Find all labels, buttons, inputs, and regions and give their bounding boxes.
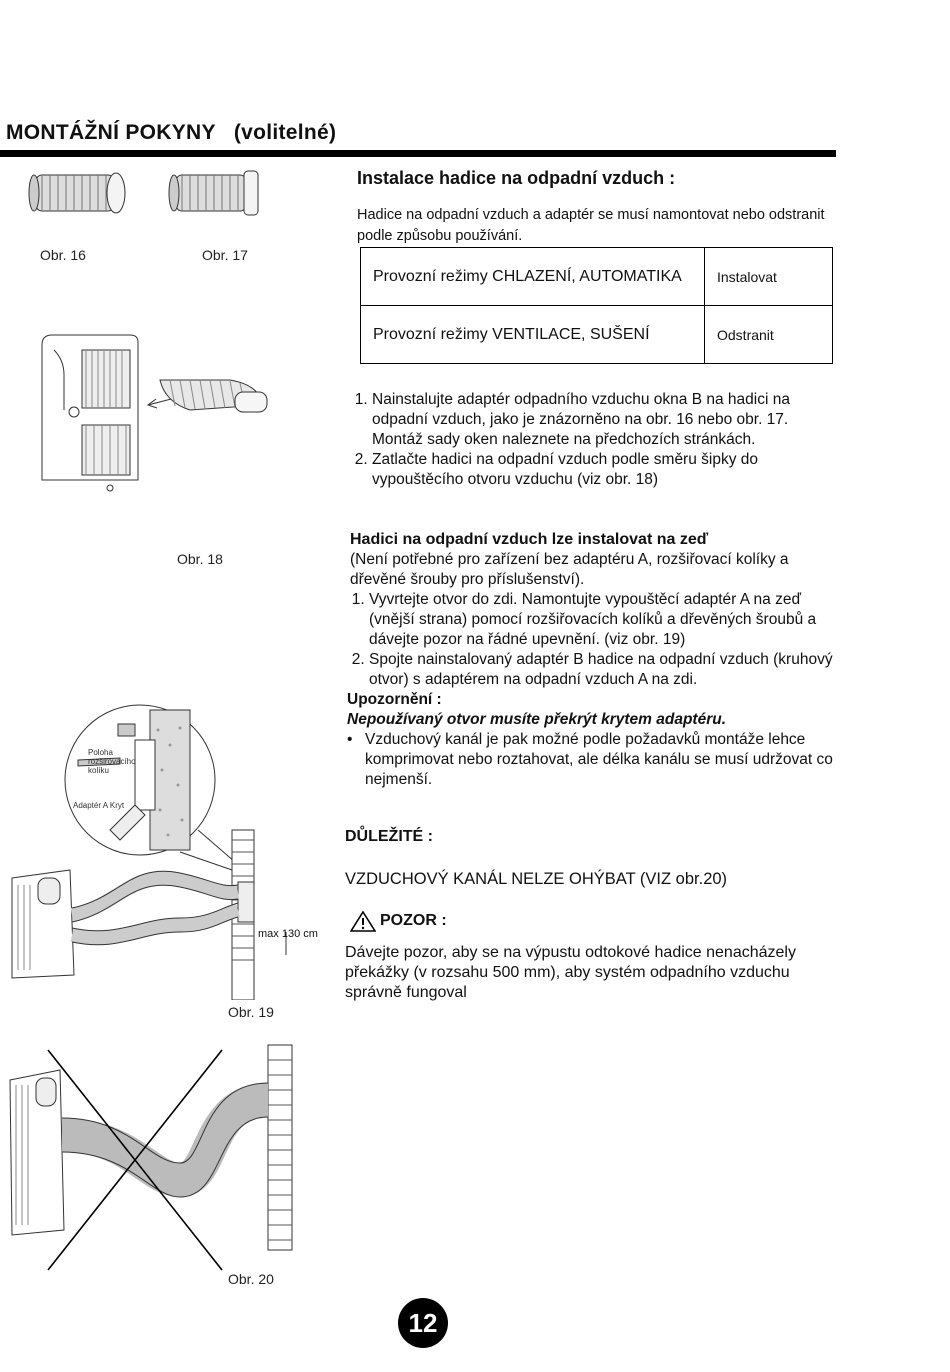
install-steps	[350, 390, 830, 490]
wall-install-section	[347, 530, 837, 790]
label-dowel-position: Poloha rozšiřovacího kolíku	[88, 748, 136, 775]
table-cell-mode: Provozní režimy VENTILACE, SUŠENÍ	[361, 306, 705, 364]
step-item: 2. Zatlačte hadici na odpadní vzduch podle směru šipky do vypouštěcího otvoru vzduchu (viz obr. 18)	[372, 450, 830, 490]
bullet-icon: •	[347, 731, 353, 748]
figure-caption-19: Obr. 19	[228, 1004, 274, 1020]
hose-illustration-16	[29, 173, 125, 213]
warning-triangle-icon	[350, 910, 376, 932]
wall-install-note: (Není potřebné pro zařízení bez adaptéru A, rozšiřovací kolíky a dřevěné šrouby pro příslušenství).	[350, 551, 789, 588]
hose-illustration-20	[62, 1083, 268, 1197]
list-item	[347, 730, 837, 790]
caution-text: Dávejte pozor, aby se na výpustu odtokové hadice nenacházely překážky (v rozsahu 500 mm), aby systém odpadního vzduchu správně fungoval	[345, 944, 796, 1001]
air-conditioner-illustration	[10, 1070, 64, 1235]
caution-header	[350, 910, 447, 932]
step-item: 1. Nainstalujte adaptér odpadního vzduchu okna B na hadici na odpadní vzduch, jako je znázorněno na obr. 16 nebo obr. 17. Montáž sady oken naleznete na předchozích stránkách.	[372, 390, 830, 450]
air-conditioner-illustration	[12, 870, 74, 978]
label-adapter-cover: Adaptér A Kryt	[73, 801, 125, 810]
wall-install-title: Hadici na odpadní vzduch lze instalovat na zeď	[350, 531, 709, 548]
table-row	[361, 248, 833, 306]
bullet-text: Vzduchový kanál je pak možné podle požadavků montáže lehce komprimovat nebo roztahovat, ale délka kanálu se musí udržovat co nejmenší.	[365, 731, 833, 788]
section-intro: Hadice na odpadní vzduch a adaptér se musí namontovat nebo odstranit podle způsobu používání.	[357, 207, 825, 244]
figure-caption-18: Obr. 18	[177, 551, 223, 567]
important-title: DŮLEŽITÉ :	[345, 828, 433, 845]
step-item: 2. Spojte nainstalovaný adaptér B hadice na odpadní vzduch (kruhový otvor) s adaptérem na odpadní vzduch A na zdi.	[369, 650, 837, 690]
unit-hose-figure-18	[30, 330, 275, 500]
table-cell-mode: Provozní režimy CHLAZENÍ, AUTOMATIKA	[361, 248, 705, 306]
page-title-main: MONTÁŽNÍ POKYNY	[6, 121, 216, 144]
page-number: 12	[398, 1298, 448, 1348]
table-cell-action: Instalovat	[705, 248, 833, 306]
modes-table	[360, 247, 833, 364]
table-row	[361, 306, 833, 364]
header-rule	[0, 150, 836, 157]
hose-illustration-19	[72, 871, 238, 945]
caution-title: POZOR :	[380, 912, 447, 929]
figure-caption-17: Obr. 17	[202, 247, 248, 263]
wall-install-figure-19	[10, 700, 340, 1000]
figure-caption-16: Obr. 16	[40, 247, 86, 263]
page-title-optional: (volitelné)	[233, 121, 337, 144]
step-item: 1. Vyvrtejte otvor do zdi. Namontujte vypouštěcí adaptér A na zeď (vnější strana) pomocí rozšiřovacích kolíků a dřevěných šroubů a dávejte pozor na řádné upevnění. (viz obr. 19)	[369, 590, 837, 650]
important-text: VZDUCHOVÝ KANÁL NELZE OHÝBAT (VIZ obr.20)	[345, 870, 728, 888]
detail-circle-illustration	[65, 705, 250, 875]
wall-illustration	[268, 1045, 292, 1250]
table-cell-action: Odstranit	[705, 306, 833, 364]
figure-caption-20: Obr. 20	[228, 1271, 274, 1287]
warning-title: Upozornění :	[347, 691, 442, 708]
bent-hose-figure-20	[0, 1040, 310, 1275]
hose-illustration-18	[160, 380, 267, 412]
section-title: Instalace hadice na odpadní vzduch :	[357, 168, 676, 188]
air-conditioner-illustration	[42, 335, 138, 491]
label-max-length: max 130 cm	[258, 928, 318, 940]
page-title	[6, 121, 336, 145]
warning-text: Nepoužívaný otvor musíte překrýt krytem adaptéru.	[347, 711, 727, 728]
hose-illustration-17	[169, 171, 258, 215]
